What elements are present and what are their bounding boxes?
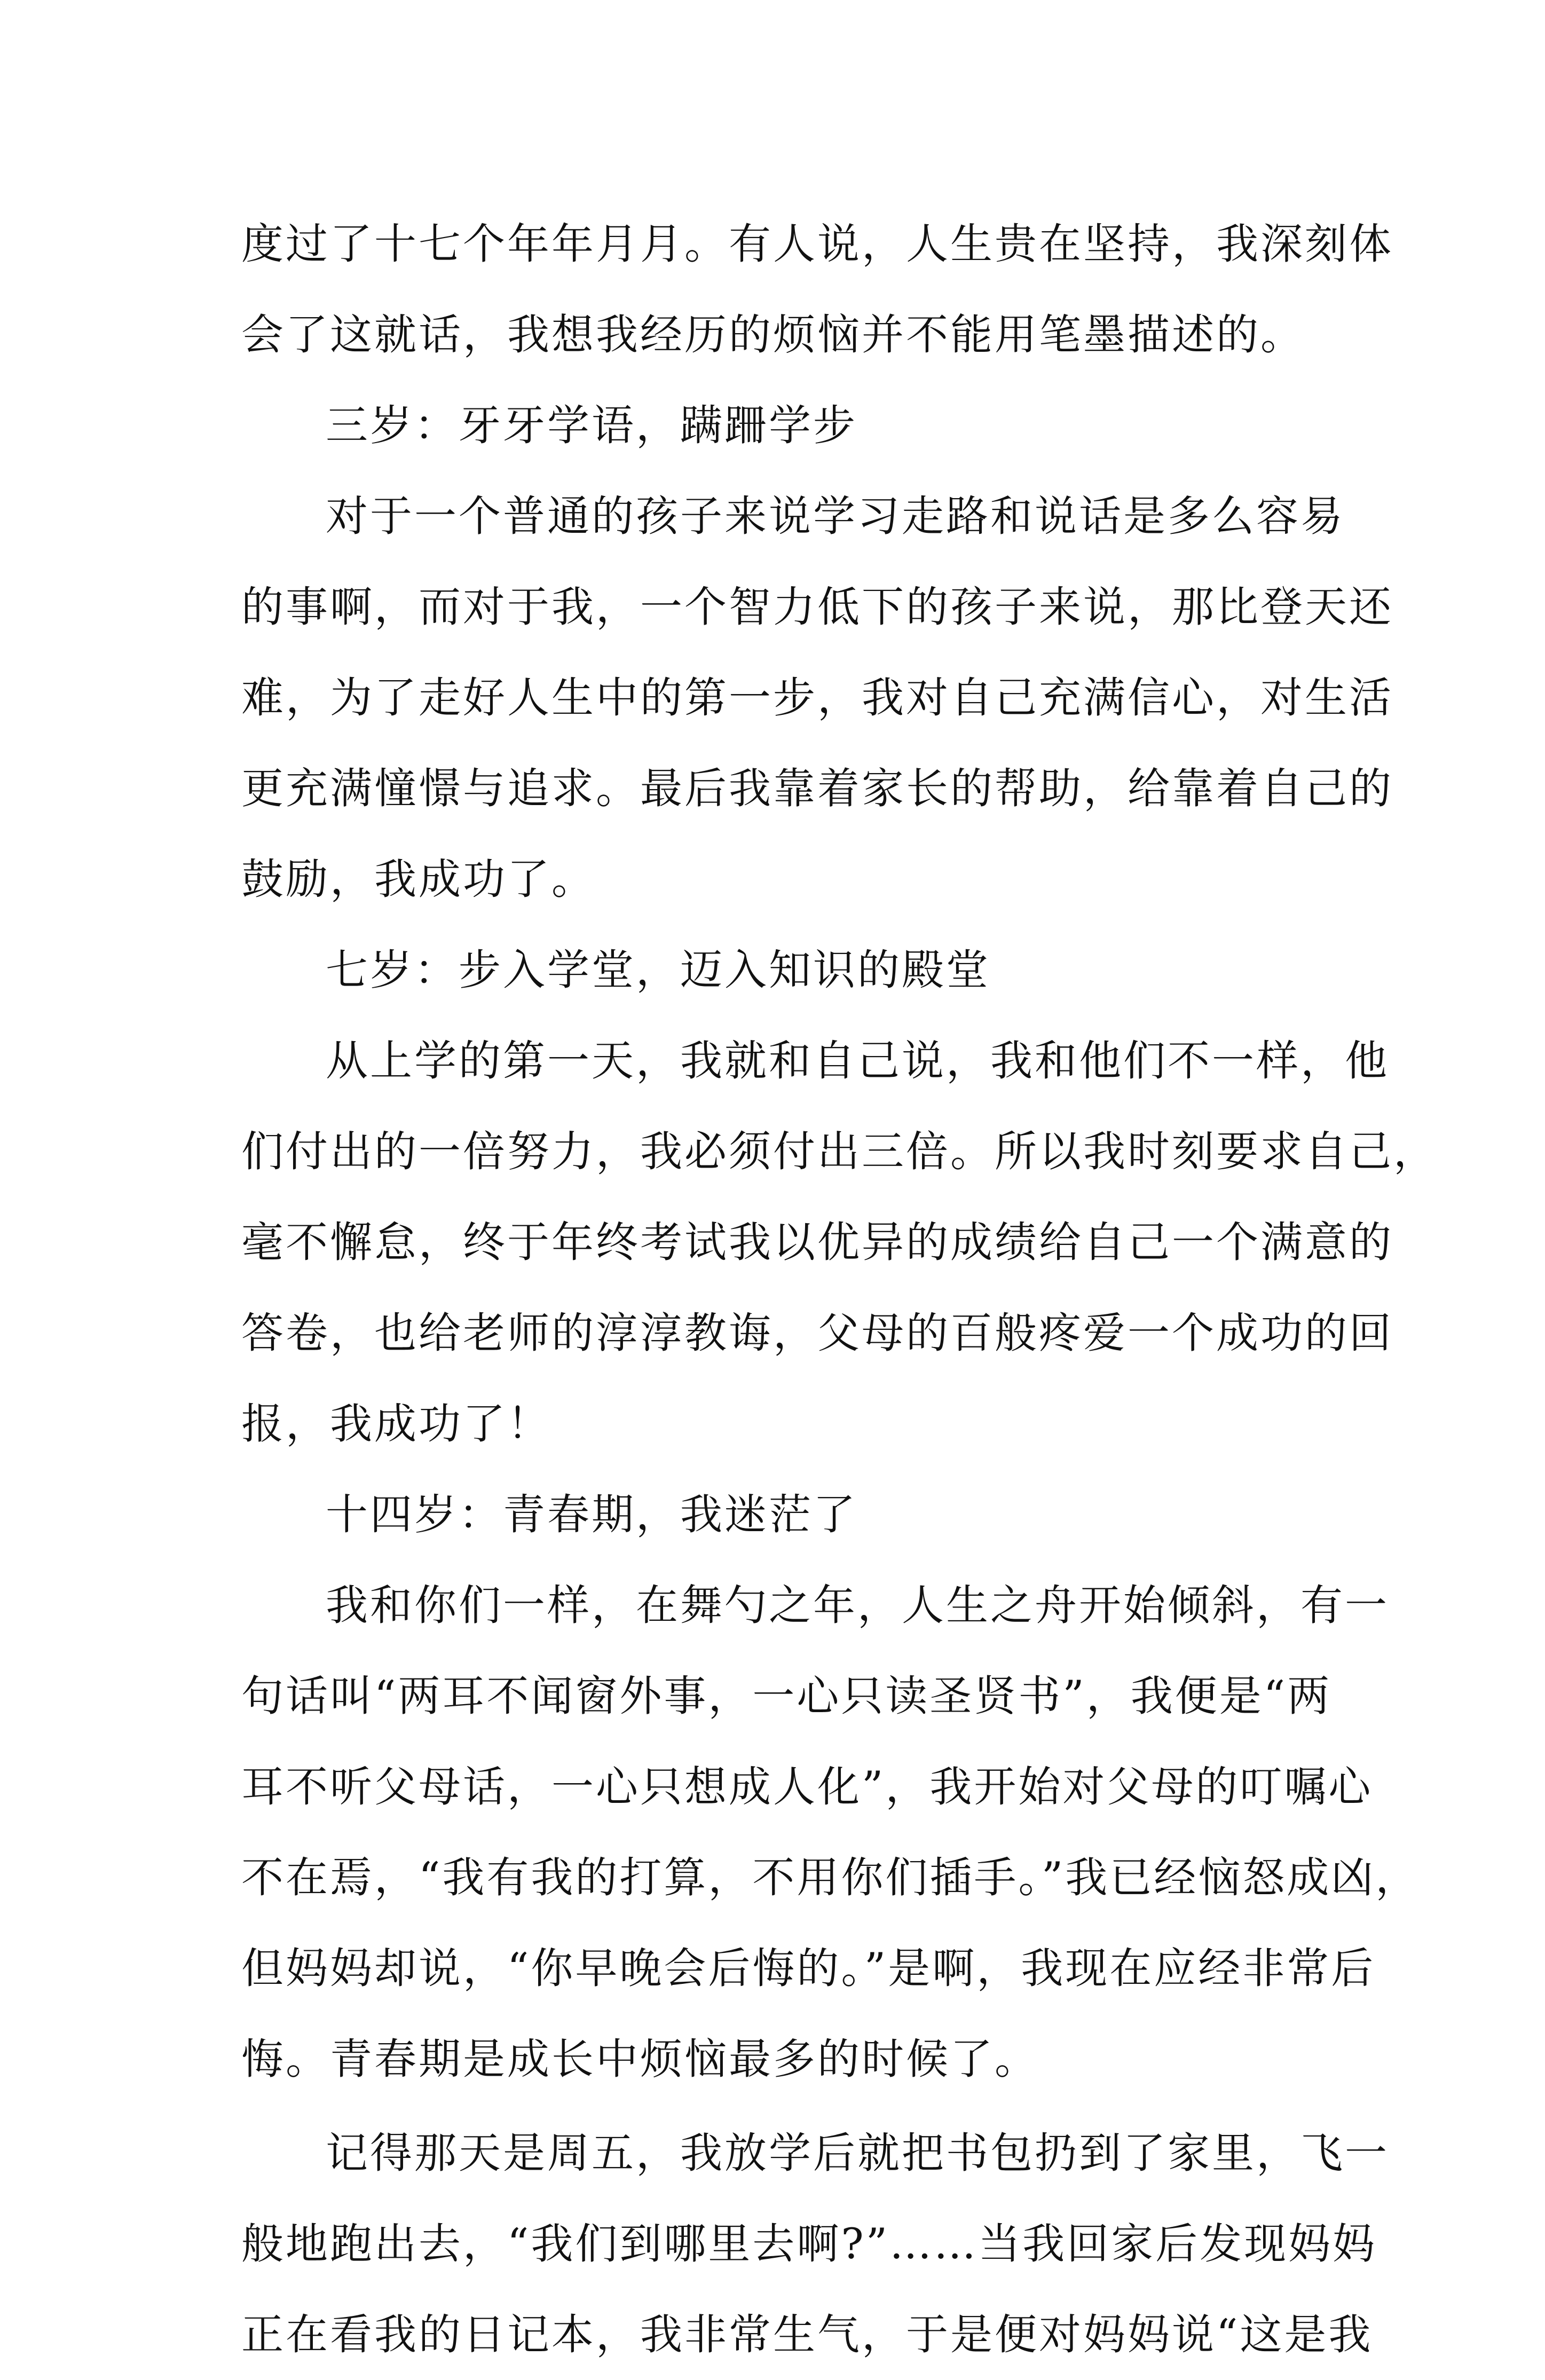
section-heading-age-fourteen: 十四岁：青春期，我迷茫了 (326, 1490, 857, 1539)
text-line: 但妈妈却说，“你早晚会后悔的。”是啊，我现在应经非常后 (241, 1944, 1376, 1993)
paragraph-start: 我和你们一样，在舞勺之年，人生之舟开始倾斜，有一 (326, 1581, 1389, 1630)
text-line: 会了这就话，我想我经历的烦恼并不能用笔墨描述的。 (241, 310, 1305, 359)
text-line: 句话叫“两耳不闻窗外事，一心只读圣贤书”，我便是“两 (241, 1672, 1332, 1721)
section-heading-age-three: 三岁：牙牙学语，蹒跚学步 (326, 401, 857, 450)
text-line: 更充满憧憬与追求。最后我靠着家长的帮助，给靠着自己的 (241, 764, 1393, 813)
text-line: 答卷，也给老师的淳淳教诲，父母的百般疼爱一个成功的回 (241, 1309, 1393, 1358)
text-line: 们付出的一倍努力，我必须付出三倍。所以我时刻要求自己， (241, 1127, 1438, 1176)
paragraph-start: 对于一个普通的孩子来说学习走路和说话是多么容易 (326, 492, 1345, 541)
body-text (241, 199, 1438, 2380)
text-line: 不在焉，“我有我的打算，不用你们插手。”我已经恼怒成凶， (241, 1853, 1420, 1902)
text-line: 的事啊，而对于我，一个智力低下的孩子来说，那比登天还 (241, 582, 1393, 632)
text-line: 鼓励，我成功了。 (241, 855, 596, 904)
text-line: 难，为了走好人生中的第一步，我对自己充满信心，对生活 (241, 673, 1393, 722)
text-line: 般地跑出去，“我们到哪里去啊?”……当我回家后发现妈妈 (241, 2219, 1377, 2268)
text-line: 正在看我的日记本，我非常生气，于是便对妈妈说“这是我 (241, 2310, 1373, 2359)
paragraph-start: 从上学的第一天，我就和自己说，我和他们不一样，他 (326, 1036, 1389, 1085)
text-line: 悔。青春期是成长中烦恼最多的时候了。 (241, 2035, 1039, 2084)
paragraph-start: 记得那天是周五，我放学后就把书包扔到了家里，飞一 (326, 2129, 1389, 2178)
text-line: 报，我成功了！ (241, 1399, 551, 1448)
text-line: 耳不听父母话，一心只想成人化”，我开始对父母的叮嘱心 (241, 1762, 1373, 1811)
text-line: 度过了十七个年年月月。有人说，人生贵在坚持，我深刻体 (241, 219, 1393, 269)
text-line: 毫不懈怠，终于年终考试我以优异的成绩给自己一个满意的 (241, 1218, 1393, 1267)
section-heading-age-seven: 七岁：步入学堂，迈入知识的殿堂 (326, 945, 990, 995)
